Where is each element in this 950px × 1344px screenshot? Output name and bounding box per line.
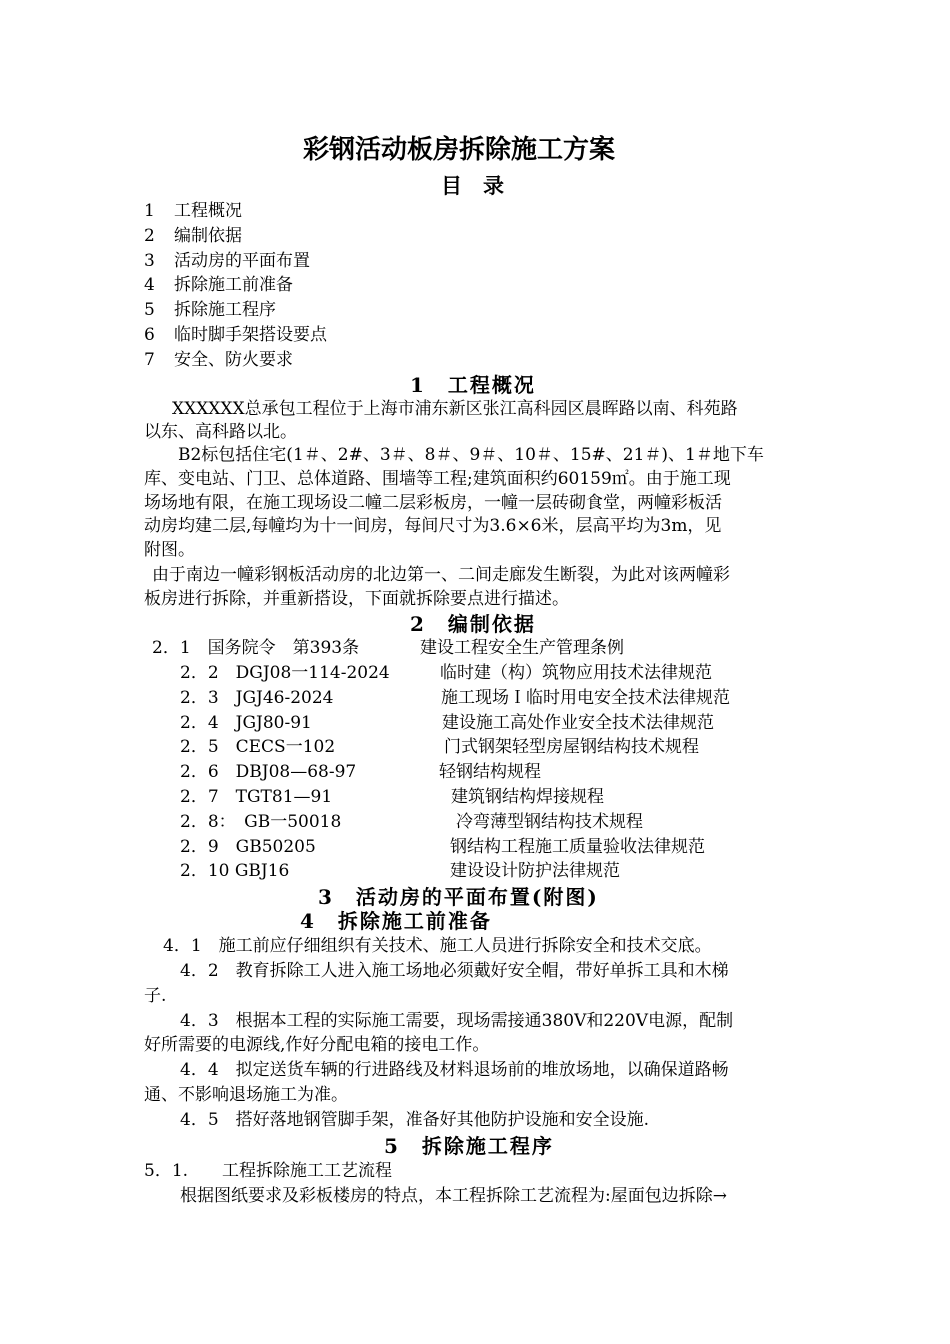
- reference-item: 2．10 GBJ16 建设设计防护法律规范: [180, 861, 620, 881]
- section-5-subheading: 5．1. 工程拆除施工工艺流程: [144, 1161, 393, 1181]
- section-1-paragraph: 动房均建二层,每幢均为十一间房，每间尺寸为3.6×6米，层高平均为3m，见: [144, 516, 722, 536]
- section-1-paragraph: 场场地有限，在施工现场设二幢二层彩板房，一幢一层砖砌食堂，两幢彩板活: [144, 493, 722, 513]
- section-4-paragraph: 通、不影响退场施工为准。: [144, 1085, 348, 1105]
- section-4-paragraph: 子.: [144, 986, 167, 1006]
- toc-heading: 目 录: [441, 173, 504, 198]
- reference-item: 2．4 JGJ80-91 建设施工高处作业安全技术法律规范: [180, 713, 714, 733]
- reference-item: 2．3 JGJ46-2024 施工现场Ｉ临时用电安全技术法律规范: [180, 688, 730, 708]
- reference-item: 2．9 GB50205 钢结构工程施工质量验收法律规范: [180, 837, 705, 857]
- section-4-heading: 4 拆除施工前准备: [300, 909, 492, 933]
- section-1-heading: 1 工程概况: [410, 373, 536, 397]
- section-1-paragraph: XXXXXX总承包工程位于上海市浦东新区张江高科园区晨晖路以南、科苑路: [172, 399, 738, 419]
- section-1-paragraph: 板房进行拆除，并重新搭设，下面就拆除要点进行描述。: [144, 589, 569, 609]
- section-4-paragraph: 4．4 拟定送货车辆的行进路线及材料退场前的堆放场地，以确保道路畅: [180, 1060, 729, 1080]
- section-1-paragraph: 附图。: [144, 540, 195, 560]
- reference-item: 2．5 CECS一102 门式钢架轻型房屋钢结构技术规程: [180, 737, 699, 757]
- section-2-heading: 2 编制依据: [410, 612, 536, 636]
- reference-item: 2．1 国务院令 第393条 建设工程安全生产管理条例: [152, 638, 624, 658]
- section-1-paragraph: 以东、高科路以北。: [144, 422, 297, 442]
- section-4-paragraph: 4．1 施工前应仔细组织有关技术、施工人员进行拆除安全和技术交底。: [163, 936, 712, 956]
- reference-item: 2．8： GB一50018 冷弯薄型钢结构技术规程: [180, 812, 643, 832]
- section-3-heading: 3 活动房的平面布置(附图): [318, 885, 599, 909]
- section-4-paragraph: 4．5 搭好落地钢管脚手架，准备好其他防护设施和安全设施.: [180, 1110, 650, 1130]
- reference-item: 2．2 DGJ08一114-2024 临时建（构）筑物应用技术法律规范: [180, 663, 712, 683]
- reference-item: 2．7 TGT81—91 建筑钢结构焊接规程: [180, 787, 604, 807]
- reference-item: 2．6 DBJ08—68-97 轻钢结构规程: [180, 762, 541, 782]
- section-4-paragraph: 好所需要的电源线,作好分配电箱的接电工作。: [144, 1035, 490, 1055]
- document-page: 彩钢活动板房拆除施工方案 目 录 1 工程概况 2 编制依据 3 活动房的平面布置 4 拆除施工前准备 5 拆除施工程序 6 临时脚手架搭设要点 7 安全、防火要求 1 工程概况 XXXXXX总承包工程位于上海市浦东新区张江高科园区晨晖路以南、科苑路 以东、高科路以北。 B2标包括住宅(1＃、2#、3＃、8＃、9＃、10＃、15#、21＃)、1＃地下车 库、变电站、门卫、总体道路、围墙等工程;建筑面积约60159㎡。由于施工现 场场地有限，在施工现场设二幢二层彩板房，一幢一层砖砌食堂，两幢彩板活 动房均建二层,每幢均为十一间房，每间尺寸为3.6×6米，层高平均为3m，见 附图。 由于南边一幢彩钢板活动房的北边第一、二间走廊发生断裂，为此对该两幢彩 板房进行拆除，并重新搭设，下面就拆除要点进行描述。 2 编制依据 2．1 国务院令 第393条 建设工程安全生产管理条例 2．2 DGJ08一114-2024 临时建（构）筑物应用技术法律规范 2．3 JGJ46-2024 施工现场Ｉ临时用电安全技术法律规范 2．4 JGJ80-91 建设施工高处作业安全技术法律规范 2．5 CECS一102 门式钢架轻型房屋钢结构技术规程 2．6 DBJ08—68-97 轻钢结构规程 2．7 TGT81—91 建筑钢结构焊接规程 2．8： GB一50018 冷弯薄型钢结构技术规程 2．9 GB50205 钢结构工程施工质量验收法律规范 2．10 GBJ16 建设设计防护法律规范 3 活动房的平面布置(附图) 4 拆除施工前准备 4．1 施工前应仔细组织有关技术、施工人员进行拆除安全和技术交底。 4．2 教育拆除工人进入施工场地必须戴好安全帽，带好单拆工具和木梯 子. 4．3 根据本工程的实际施工需要，现场需接通380V和220V电源，配制 好所需要的电源线,作好分配电箱的接电工作。 4．4 拟定送货车辆的行进路线及材料退场前的堆放场地，以确保道路畅 通、不影响退场施工为准。 4．5 搭好落地钢管脚手架，准备好其他防护设施和安全设施. 5 拆除施工程序 5．1. 工程拆除施工工艺流程 根据图纸要求及彩板楼房的特点，本工程拆除工艺流程为:屋面包边拆除→: [0, 0, 950, 1344]
- section-4-paragraph: 4．2 教育拆除工人进入施工场地必须戴好安全帽，带好单拆工具和木梯: [180, 961, 729, 981]
- document-title: 彩钢活动板房拆除施工方案: [303, 135, 616, 165]
- section-5-heading: 5 拆除施工程序: [384, 1134, 554, 1158]
- section-5-paragraph: 根据图纸要求及彩板楼房的特点，本工程拆除工艺流程为:屋面包边拆除→: [180, 1186, 727, 1206]
- section-1-paragraph: B2标包括住宅(1＃、2#、3＃、8＃、9＃、10＃、15#、21＃)、1＃地下车: [178, 445, 764, 465]
- section-1-paragraph: 库、变电站、门卫、总体道路、围墙等工程;建筑面积约60159㎡。由于施工现: [144, 469, 731, 489]
- section-4-paragraph: 4．3 根据本工程的实际施工需要，现场需接通380V和220V电源，配制: [180, 1011, 734, 1031]
- section-1-paragraph: 由于南边一幢彩钢板活动房的北边第一、二间走廊发生断裂，为此对该两幢彩: [152, 565, 730, 585]
